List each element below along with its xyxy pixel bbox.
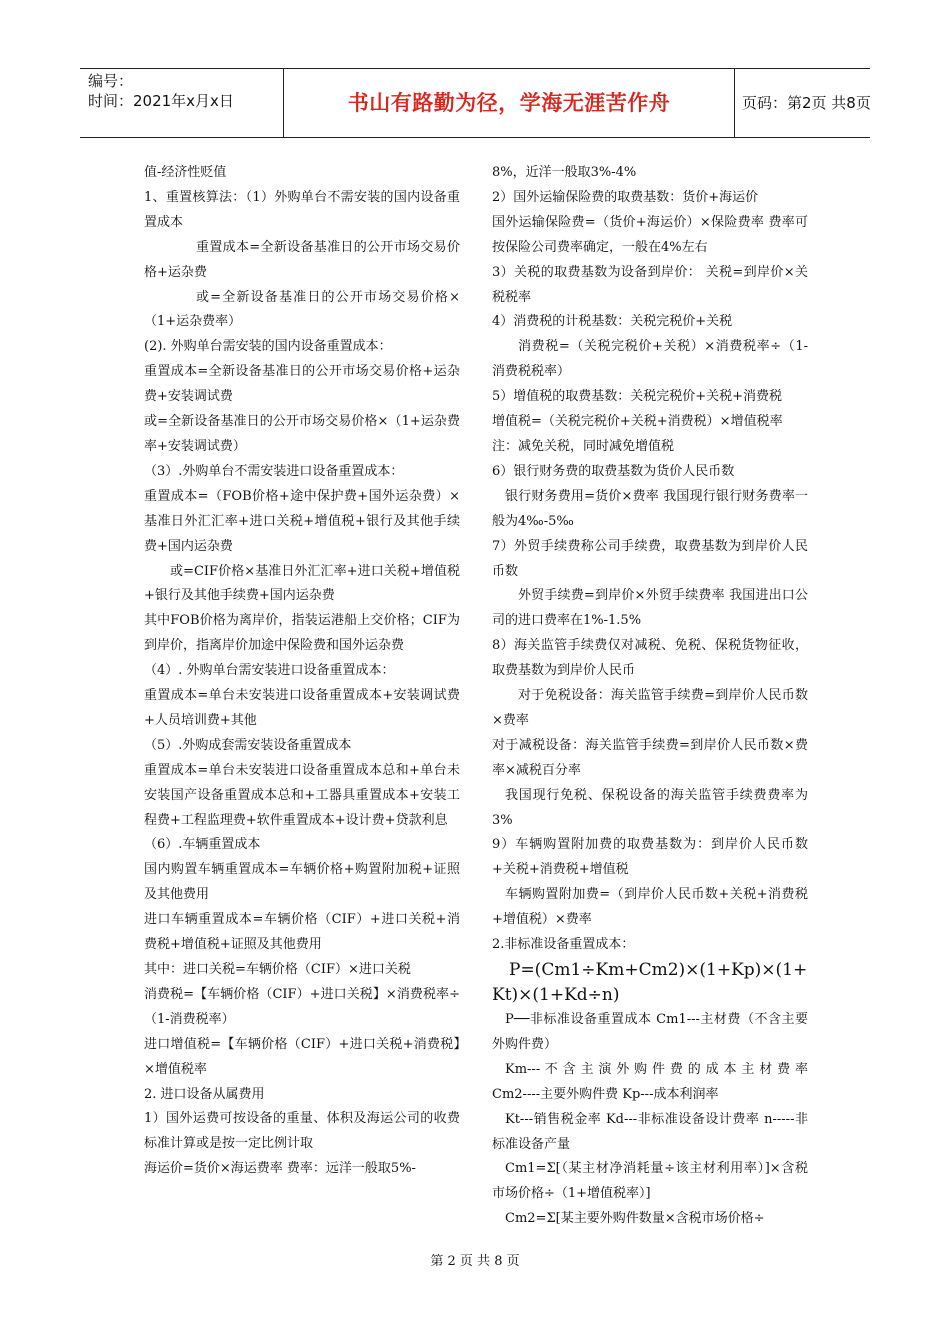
paragraph: 注：减免关税，同时减免增值税 — [492, 438, 675, 454]
paragraph: 重置成本=全新设备基准日的公开市场交易价格+运杂费+安装调试费 — [144, 364, 460, 405]
header-page-number: 页码：第2页 共8页 — [742, 94, 871, 112]
paragraph: 或=全新设备基准日的公开市场交易价格×（1+运杂费率+安装调试费） — [144, 414, 460, 454]
paragraph: 2.非标准设备重置成本： — [492, 937, 635, 953]
paragraph: 我国现行免税、保税设备的海关监管手续费费率为3% — [492, 787, 808, 828]
paragraph: 重置成本=单台未安装进口设备重置成本总和+单台未安装国产设备重置成本总和+工器具重置成本+安装工程费+工程监理费+软件重置成本+设计费+贷款利息 — [144, 762, 460, 828]
paragraph: Kt---销售税金率 Kd---非标准设备设计费率 n-----非标准设备产量 — [492, 1111, 808, 1152]
page-footer: 第 2 页 共 8 页 — [430, 1254, 520, 1269]
paragraph: 2. 进口设备从属费用 — [144, 1086, 265, 1102]
paragraph: 车辆购置附加费=（到岸价人民币数+关税+消费税+增值税）×费率 — [492, 887, 808, 928]
paragraph: Cm1=Σ[（某主材净消耗量÷该主材利用率）]×含税市场价格÷（1+增值税率）] — [492, 1161, 808, 1202]
paragraph: 2）国外运输保险费的取费基数：货价+海运价 — [492, 189, 759, 205]
paragraph: 9）车辆购置附加费的取费基数为：到岸价人民币数+关税+消费税+增值税 — [492, 837, 808, 878]
paragraph: 国外运输保险费=（货价+海运价）×保险费率 费率可按保险公司费率确定，一般在4%左右 — [492, 214, 808, 255]
paragraph: 6）银行财务费的取费基数为货价人民币数 — [492, 463, 735, 479]
paragraph: 或=CIF价格×基准日外汇汇率+进口关税+增值税+银行及其他手续费+国内运杂费 — [144, 563, 460, 604]
header-meta-cell — [80, 69, 283, 137]
paragraph: 重置成本=单台未安装进口设备重置成本+安装调试费+人员培训费+其他 — [144, 688, 460, 728]
paragraph: 对于免税设备：海关监管手续费=到岸价人民币数×费率 — [492, 688, 808, 728]
formula-line: P=(Cm1÷Km+Cm2)×(1+Kp)×(1+Kt)×(1+Kd÷n) — [492, 960, 808, 1005]
paragraph: （5）.外购成套需安装设备重置成本 — [144, 737, 352, 753]
paragraph: 进口增值税=【车辆价格（CIF）+进口关税+消费税】×增值税率 — [144, 1036, 460, 1077]
paragraph: 消费税=【车辆价格（CIF）+进口关税】×消费税率÷（1-消费税率） — [144, 986, 460, 1027]
paragraph: 银行财务费用=货价×费率 我国现行银行财务费率一般为4‰-5‰ — [492, 488, 808, 529]
paragraph: 8）海关监管手续费仅对减税、免税、保税货物征收，取费基数为到岸价人民币 — [492, 638, 808, 679]
paragraph: 7）外贸手续费称公司手续费，取费基数为到岸价人民币数 — [492, 538, 808, 579]
paragraph: （4）. 外购单台需安装进口设备重置成本： — [144, 663, 395, 679]
paragraph: （6）.车辆重置成本 — [144, 837, 261, 853]
paragraph: (2). 外购单台需安装的国内设备重置成本： — [144, 339, 392, 355]
paragraph: 或=全新设备基准日的公开市场交易价格×（1+运杂费率） — [144, 289, 460, 330]
paragraph: 重置成本=（FOB价格+途中保护费+国外运杂费）×基准日外汇汇率+进口关税+增值税+银行及其他手续费+国内运杂费 — [144, 488, 460, 554]
paragraph: 1、重置核算法：（1）外购单台不需安装的国内设备重置成本 — [144, 189, 460, 230]
document-time-label: 时间：2021年x月x日 — [88, 92, 234, 110]
paragraph: 8%，近洋一般取3%-4% — [492, 165, 637, 180]
paragraph: 国内购置车辆重置成本=车辆价格+购置附加税+证照及其他费用 — [144, 862, 460, 903]
paragraph: 进口车辆重置成本=车辆价格（CIF）+进口关税+消费税+增值税+证照及其他费用 — [144, 912, 460, 953]
paragraph: 消费税=（关税完税价+关税）×消费税率÷（1-消费税税率） — [492, 339, 808, 380]
left-text-column — [144, 161, 460, 1182]
paragraph: 外贸手续费=到岸价×外贸手续费率 我国进出口公司的进口费率在1%-1.5% — [492, 588, 808, 629]
header-page-cell — [734, 69, 870, 137]
paragraph: 3）关税的取费基数为设备到岸价： 关税=到岸价×关税税率 — [492, 264, 808, 305]
paragraph: 值-经济性贬值 — [144, 165, 227, 180]
paragraph: 重置成本=全新设备基准日的公开市场交易价格+运杂费 — [144, 239, 460, 280]
paragraph: 其中：进口关税=车辆价格（CIF）×进口关税 — [144, 962, 411, 977]
document-number-label: 编号： — [88, 72, 134, 90]
paragraph: 其中FOB价格为离岸价，指装运港船上交价格；CIF为到岸价，指离岸价加途中保险费和国外运杂费 — [144, 613, 460, 654]
paragraph: 对于减税设备：海关监管手续费=到岸价人民币数×费率×减税百分率 — [492, 737, 808, 778]
paragraph: P──非标准设备重置成本 Cm1---主材费（不含主要外购件费） — [492, 1012, 808, 1052]
right-text-column — [492, 161, 808, 1232]
paragraph: 4）消费税的计税基数：关税完税价+关税 — [492, 314, 733, 330]
paragraph: Cm2=Σ[某主要外购件数量×含税市场价格÷ — [505, 1211, 765, 1227]
header-motto: 书山有路勤为径，学海无涯苦作舟 — [347, 91, 671, 115]
header-motto-cell — [283, 69, 735, 137]
paragraph: 1）国外运费可按设备的重量、体积及海运公司的收费标准计算或是按一定比例计取 — [144, 1111, 460, 1152]
paragraph: Km--- 不 含 主 演 外 购 件 费 的 成 本 主 材 费 率 Cm2----主要外购件费 Kp---成本利润率 — [492, 1061, 808, 1102]
paragraph: 5）增值税的取费基数：关税完税价+关税+消费税 — [492, 389, 783, 405]
paragraph: （3）.外购单台不需安装进口设备重置成本： — [144, 463, 404, 479]
paragraph: 海运价=货价×海运费率 费率：远洋一般取5%- — [144, 1161, 416, 1177]
document-header — [80, 68, 870, 138]
paragraph: 增值税=（关税完税价+关税+消费税）×增值税率 — [492, 414, 783, 430]
